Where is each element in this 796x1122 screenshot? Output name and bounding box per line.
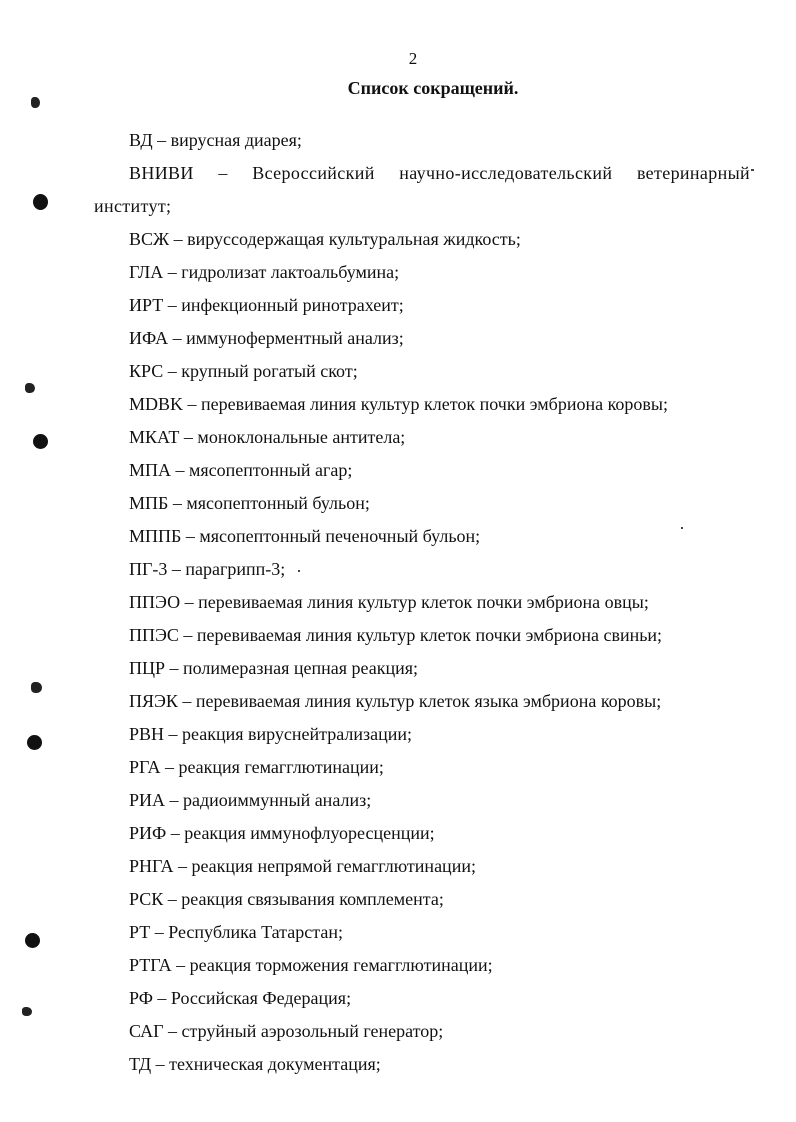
- abbreviation-item: РНГА – реакция непрямой гемагглютинации;: [129, 856, 476, 876]
- abbreviation-item: ТД – техническая документация;: [129, 1054, 381, 1074]
- abbreviation-item: РГА – реакция гемагглютинации;: [129, 757, 384, 777]
- abbreviation-item: ППЭО – перевиваемая линия культур клеток почки эмбриона овцы;: [129, 592, 649, 612]
- abbreviation-list: [94, 124, 750, 1081]
- page-number: 2: [408, 49, 418, 68]
- page-title: Список сокращений.: [347, 78, 519, 98]
- abbreviation-item: МПА – мясопептонный агар;: [129, 460, 353, 480]
- abbreviation-item: РИФ – реакция иммунофлуоресценции;: [129, 823, 435, 843]
- scan-smudge: [25, 383, 35, 393]
- scan-speck: [298, 570, 300, 572]
- abbreviation-item: ВСЖ – вируссодержащая культуральная жидкость;: [129, 229, 521, 249]
- abbreviation-item: MDBK – перевиваемая линия культур клеток почки эмбриона коровы;: [129, 394, 669, 414]
- punch-hole: [27, 735, 42, 750]
- abbreviation-item: МПБ – мясопептонный бульон;: [129, 493, 370, 513]
- abbreviation-item: МКАТ – моноклональные антитела;: [129, 427, 406, 447]
- scan-smudge: [31, 682, 42, 693]
- abbreviation-item: ИФА – иммуноферментный анализ;: [129, 328, 404, 348]
- scan-speck: [681, 527, 683, 529]
- abbreviation-item: РТ – Республика Татарстан;: [129, 922, 343, 942]
- abbreviation-item: ППЭС – перевиваемая линия культур клеток почки эмбриона свиньи;: [129, 625, 663, 645]
- scan-smudge: [22, 1007, 32, 1016]
- abbreviation-item: РФ – Российская Федерация;: [129, 988, 352, 1008]
- abbreviation-item: РТГА – реакция торможения гемагглютинации;: [129, 955, 493, 975]
- scan-speck: [751, 169, 754, 171]
- abbreviation-item: ПГ-3 – парагрипп-3;: [129, 559, 286, 579]
- punch-hole: [33, 194, 48, 210]
- abbreviation-item: РВН – реакция вируснейтрализации;: [129, 724, 412, 744]
- abbreviation-item: ПЯЭК – перевиваемая линия культур клеток языка эмбриона коровы;: [129, 691, 662, 711]
- abbreviation-item: МППБ – мясопептонный печеночный бульон;: [129, 526, 481, 546]
- abbreviation-item: ВД – вирусная диарея;: [129, 130, 302, 150]
- abbreviation-item: КРС – крупный рогатый скот;: [129, 361, 358, 381]
- abbreviation-item: ПЦР – полимеразная цепная реакция;: [129, 658, 419, 678]
- abbreviation-item: ГЛА – гидролизат лактоальбумина;: [129, 262, 400, 282]
- scan-smudge: [31, 97, 40, 108]
- abbreviation-item: САГ – струйный аэрозольный генератор;: [129, 1021, 444, 1041]
- abbreviation-item: ИРТ – инфекционный ринотрахеит;: [129, 295, 404, 315]
- abbreviation-item: РСК – реакция связывания комплемента;: [129, 889, 444, 909]
- abbreviation-item: РИА – радиоиммунный анализ;: [129, 790, 372, 810]
- punch-hole: [33, 434, 48, 449]
- punch-hole: [25, 933, 40, 948]
- abbreviation-item: ВНИВИ – Всероссийский научно-исследовательский ветеринарный институт;: [94, 163, 750, 216]
